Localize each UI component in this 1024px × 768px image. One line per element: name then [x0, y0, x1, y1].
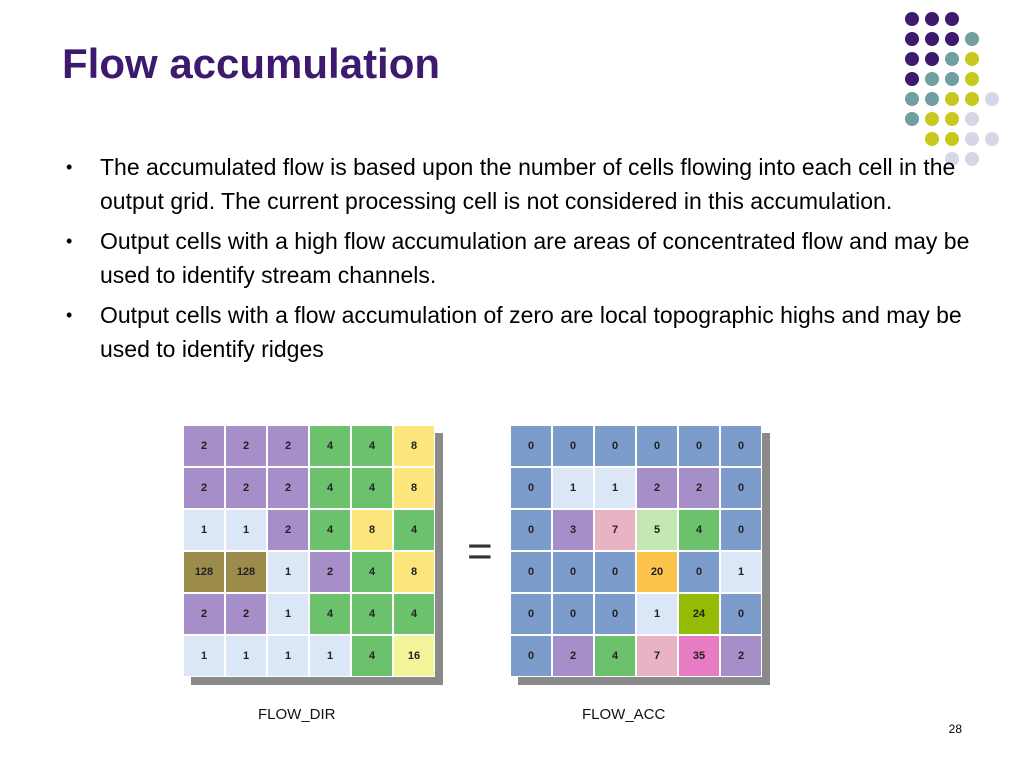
grid-cell: 7 [594, 509, 636, 551]
decor-dot [925, 112, 939, 126]
grid-cell: 2 [552, 635, 594, 677]
decor-dot [925, 92, 939, 106]
grid-cell: 0 [510, 551, 552, 593]
decor-dot [965, 32, 979, 46]
grid-cell: 3 [552, 509, 594, 551]
grid-cell: 2 [309, 551, 351, 593]
flow-acc-label: FLOW_ACC [582, 706, 666, 723]
grid-cell: 0 [552, 593, 594, 635]
grid-cell: 8 [393, 551, 435, 593]
bullet-item [60, 298, 980, 366]
grid-cell: 2 [183, 425, 225, 467]
decor-dot [905, 32, 919, 46]
grid-cell: 4 [309, 593, 351, 635]
decor-dot [945, 32, 959, 46]
decor-dot [925, 132, 939, 146]
grid-cell: 4 [351, 467, 393, 509]
decor-dot [965, 52, 979, 66]
grid-cell: 7 [636, 635, 678, 677]
decorative-dot-pattern [905, 12, 1015, 172]
decor-dot [925, 32, 939, 46]
grid-cell: 4 [594, 635, 636, 677]
grid-cell: 1 [225, 635, 267, 677]
bullet-icon: • [66, 157, 73, 177]
bullet-text: Output cells with a flow accumulation of zero are local topographic highs and may be used to identify ridges [100, 302, 962, 362]
grid-cell: 0 [636, 425, 678, 467]
grid-cell: 1 [267, 635, 309, 677]
grid-cell: 2 [267, 509, 309, 551]
equals-sign: = [467, 527, 493, 576]
grid-cell: 0 [510, 467, 552, 509]
grid-cell: 2 [225, 425, 267, 467]
grid-cell: 4 [678, 509, 720, 551]
flow-dir-grid [183, 425, 435, 677]
grid-cell: 8 [351, 509, 393, 551]
grid-cell: 0 [594, 551, 636, 593]
flow-acc-grid [510, 425, 762, 677]
grid-cell: 2 [267, 425, 309, 467]
grid-cell: 1 [636, 593, 678, 635]
decor-dot [945, 12, 959, 26]
grid-cell: 2 [636, 467, 678, 509]
grid-cell: 0 [510, 635, 552, 677]
decor-dot [905, 72, 919, 86]
grid-cell: 24 [678, 593, 720, 635]
decor-dot [945, 132, 959, 146]
grid-cell: 2 [183, 467, 225, 509]
grid-cell: 2 [183, 593, 225, 635]
grid-cell: 2 [225, 593, 267, 635]
grid-cell: 35 [678, 635, 720, 677]
grid-cell: 4 [393, 593, 435, 635]
grid-cell: 4 [351, 425, 393, 467]
flow-dir-label: FLOW_DIR [258, 706, 336, 723]
decor-dot [945, 52, 959, 66]
grid-cell: 1 [720, 551, 762, 593]
grid-cell: 1 [183, 509, 225, 551]
grid-cell: 0 [552, 425, 594, 467]
page-number: 28 [948, 722, 962, 736]
grid-cell: 0 [720, 509, 762, 551]
bullet-item [60, 150, 980, 218]
grid-cell: 0 [720, 467, 762, 509]
grid-cell: 128 [225, 551, 267, 593]
grid-cell: 20 [636, 551, 678, 593]
grid-cell: 4 [351, 635, 393, 677]
grid-cell: 1 [309, 635, 351, 677]
grid-cell: 1 [267, 551, 309, 593]
decor-dot [965, 72, 979, 86]
grid-cell: 2 [678, 467, 720, 509]
grid-cell: 0 [594, 425, 636, 467]
grid-cell: 128 [183, 551, 225, 593]
grid-cell: 0 [678, 425, 720, 467]
bullet-list [60, 150, 980, 372]
grid-cell: 4 [351, 593, 393, 635]
grid-cell: 4 [351, 551, 393, 593]
bullet-icon: • [66, 305, 73, 325]
grid-cell: 1 [183, 635, 225, 677]
decor-dot [945, 72, 959, 86]
bullet-icon: • [66, 231, 73, 251]
decor-dot [985, 132, 999, 146]
grid-cell: 2 [720, 635, 762, 677]
grid-cell: 0 [720, 425, 762, 467]
decor-dot [965, 112, 979, 126]
grid-cell: 4 [309, 467, 351, 509]
grid-cell: 5 [636, 509, 678, 551]
grid-cell: 8 [393, 425, 435, 467]
grid-cell: 2 [267, 467, 309, 509]
decor-dot [925, 72, 939, 86]
decor-dot [925, 12, 939, 26]
grid-cell: 0 [552, 551, 594, 593]
decor-dot [945, 112, 959, 126]
grid-cell: 1 [267, 593, 309, 635]
grid-cell: 1 [552, 467, 594, 509]
decor-dot [925, 52, 939, 66]
decor-dot [905, 52, 919, 66]
bullet-item [60, 224, 980, 292]
grid-cell: 16 [393, 635, 435, 677]
grid-cell: 4 [309, 509, 351, 551]
slide-title: Flow accumulation [62, 40, 441, 87]
grid-cell: 2 [225, 467, 267, 509]
decor-dot [905, 12, 919, 26]
grid-cell: 0 [720, 593, 762, 635]
decor-dot [905, 112, 919, 126]
bullet-text: Output cells with a high flow accumulation are areas of concentrated flow and may be used to identify stream channels. [100, 228, 970, 288]
grid-cell: 0 [678, 551, 720, 593]
grid-cell: 0 [594, 593, 636, 635]
grid-cell: 4 [309, 425, 351, 467]
decor-dot [985, 92, 999, 106]
bullet-text: The accumulated flow is based upon the number of cells flowing into each cell in the output grid. The current processing cell is not considered in this accumulation. [100, 154, 956, 214]
grid-cell: 4 [393, 509, 435, 551]
grid-cell: 1 [594, 467, 636, 509]
decor-dot [945, 92, 959, 106]
grid-cell: 0 [510, 425, 552, 467]
grid-cell: 8 [393, 467, 435, 509]
decor-dot [965, 92, 979, 106]
decor-dot [905, 92, 919, 106]
grid-cell: 0 [510, 593, 552, 635]
grid-cell: 1 [225, 509, 267, 551]
grid-cell: 0 [510, 509, 552, 551]
decor-dot [965, 132, 979, 146]
